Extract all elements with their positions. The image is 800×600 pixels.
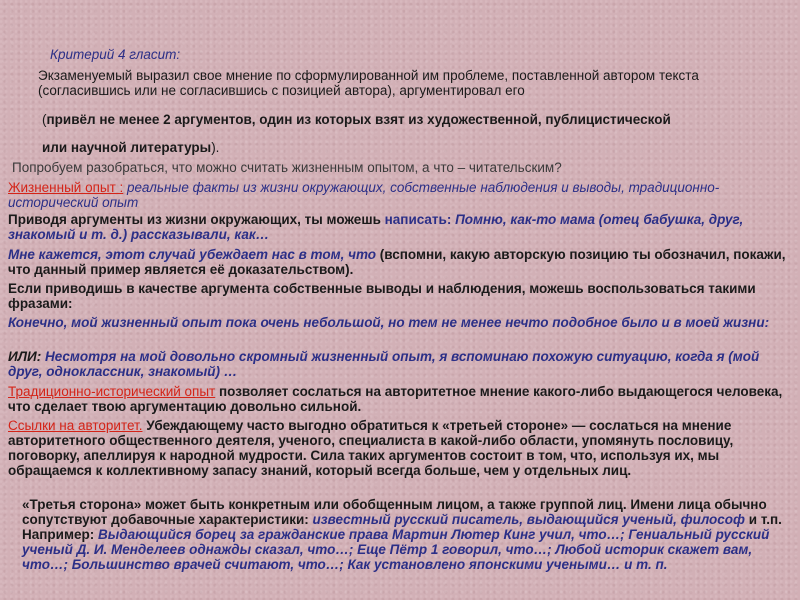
args-life-write: написать: <box>384 212 452 227</box>
criterion-body <box>38 68 783 98</box>
or-line <box>8 349 793 379</box>
life-exp-def: реальные факты из жизни окружающих, собственные наблюдения и выводы, традиционно- исторический опыт <box>8 180 720 210</box>
refs-term: Ссылки на авторитет. <box>8 418 143 433</box>
life-experience <box>8 180 793 210</box>
or-text: Несмотря на мой довольно скромный жизненный опыт, я вспоминаю похожую ситуацию, когда я (мой друг, одноклассник, знакомый) … <box>8 349 760 379</box>
phrase-1: Конечно, мой жизненный опыт пока очень небольшой, но тем не менее нечто подобное было и в моей жизни: <box>8 315 770 330</box>
args-life-lead: Приводя аргументы из жизни окружающих, ты можешь <box>8 212 385 227</box>
refs-text: Убеждающему часто выгодно обратиться к «третьей стороне» — сослаться на мнение авторитетного общественного деятеля, ученого, специалиста в какой-либо области, упомянуть пословицу, поговорку, апеллируя к народной мудрости. Сила таких аргументов состоит в том, что, используя их, мы обращаемся к коллективному запасу знаний, который всегда больше, чем у отдельных лиц. <box>8 418 734 478</box>
paren-open: ( <box>42 112 47 127</box>
third-text-2: и т.п. Например: <box>22 512 782 542</box>
criterion-bold-1: привёл не менее 2 аргументов, один из которых взят из художественной, публицистической <box>46 112 671 127</box>
life-exp-term: Жизненный опыт : <box>8 180 124 195</box>
seems-part1: Мне кажется, этот случай убеждает нас в том, что <box>8 247 380 262</box>
third-italic-1: известный русский писатель, выдающийся ученый, философ <box>312 512 746 527</box>
trad-term: Традиционно-исторический опыт <box>8 384 216 399</box>
criterion-bold <box>42 106 787 162</box>
third-party <box>22 497 792 572</box>
seems-part2: (вспомни, какую авторскую позицию ты обозначил, покажи, что данный пример является её доказательством). <box>8 247 786 277</box>
intro-line: Попробуем разобраться, что можно считать жизненным опытом, а что – читательским? <box>12 160 562 175</box>
trad-text: позволяет сослаться на авторитетное мнение какого-либо выдающегося человека, что сделает твою аргументацию довольно сильной. <box>8 384 783 414</box>
criterion-body-text: Экзаменуемый выразил свое мнение по сформулированной им проблеме, поставленной автором текста (согласившись или не согласившись с позицией автора), аргументировал его <box>38 68 699 98</box>
traditional-experience <box>8 384 793 414</box>
criterion-bold-2: или научной литературы <box>42 140 212 155</box>
seems-line <box>8 247 793 277</box>
third-italic-2: Выдающийся борец за гражданские права Мартин Лютер Кинг учил, что…; Гениальный русский ученый Д. И. Менделеев однажды сказал, что…; Еще Пётр 1 говорил, что…; Любой историк скажет вам, что…; Большинство врачей считают, что…; Как установлено японскими учеными… и т. п. <box>22 527 770 572</box>
paren-close: ). <box>211 140 220 155</box>
or-label: ИЛИ: <box>8 349 42 364</box>
args-life-example: Помню, как-то мама (отец бабушка, друг, знакомый и т. д.) рассказывали, как… <box>8 212 744 242</box>
authority-refs <box>8 418 793 478</box>
args-life <box>8 212 793 242</box>
third-text-1: «Третья сторона» может быть конкретным или обобщенным лицом, а также группой лиц. Имени лица обычно сопутствуют добавочные характеристики: <box>22 497 767 527</box>
criterion-title: Критерий 4 гласит: <box>50 47 181 62</box>
own-observations: Если приводишь в качестве аргумента собственные выводы и наблюдения, можешь воспользоваться такими фразами: <box>8 281 756 311</box>
